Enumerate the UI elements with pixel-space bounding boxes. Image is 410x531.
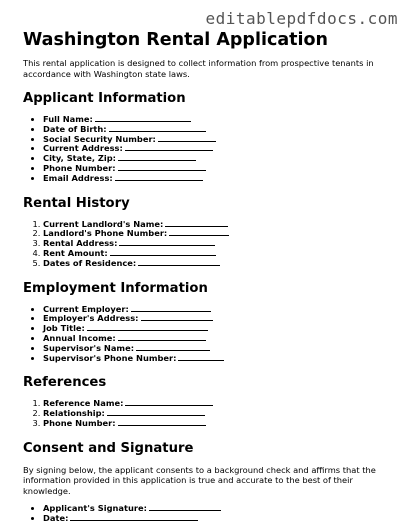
ssn-blank[interactable] <box>158 135 216 142</box>
phone-number-blank[interactable] <box>118 164 206 171</box>
reference-phone-blank[interactable] <box>118 419 206 426</box>
field-label: Reference Name: <box>43 398 124 409</box>
job-title-blank[interactable] <box>87 324 208 331</box>
rental-address-blank[interactable] <box>119 239 215 246</box>
field-label: Phone Number: <box>43 417 116 428</box>
field-signature-date <box>43 514 395 524</box>
signature-date-blank[interactable] <box>70 514 198 521</box>
field-label: Landlord's Phone Number: <box>43 228 168 239</box>
current-employer-blank[interactable] <box>131 305 211 312</box>
field-label: Supervisor's Phone Number: <box>43 352 177 363</box>
relationship-blank[interactable] <box>107 409 205 416</box>
field-label: Date: <box>43 513 69 524</box>
field-label: Applicant's Signature: <box>43 503 147 514</box>
field-label: Current Address: <box>43 143 123 154</box>
full-name-blank[interactable] <box>95 115 191 122</box>
field-label: Full Name: <box>43 114 93 124</box>
intro-paragraph: This rental application is designed to collect information from prospective tenants in accordance with Washington state laws. <box>23 58 374 79</box>
field-label: Current Landlord's Name: <box>43 218 164 229</box>
rental-history-section-heading: Rental History <box>23 195 130 211</box>
applicant-section-heading: Applicant Information <box>23 91 186 106</box>
references-field-list <box>23 399 395 428</box>
field-applicant-signature <box>43 504 395 514</box>
applicant-signature-blank[interactable] <box>149 504 221 511</box>
field-label: City, State, Zip: <box>43 153 116 164</box>
city-state-zip-blank[interactable] <box>118 154 196 161</box>
reference-name-blank[interactable] <box>125 399 213 406</box>
rental-history-field-list <box>23 220 395 269</box>
email-address-blank[interactable] <box>115 174 203 181</box>
field-label: Supervisor's Name: <box>43 342 135 353</box>
document-title: Washington Rental Application <box>23 30 328 50</box>
field-dates-of-residence <box>43 259 395 269</box>
field-label: Phone Number: <box>43 162 116 173</box>
supervisor-phone-blank[interactable] <box>178 354 224 361</box>
consent-section-heading: Consent and Signature <box>23 440 194 456</box>
dates-of-residence-blank[interactable] <box>138 259 220 266</box>
signature-field-list <box>23 504 395 524</box>
employer-address-blank[interactable] <box>141 314 213 321</box>
field-label: Job Title: <box>43 323 85 334</box>
rental-application-document <box>23 29 395 524</box>
applicant-field-list <box>23 115 395 184</box>
field-label: Date of Birth: <box>43 123 107 134</box>
field-reference-phone <box>43 419 395 429</box>
field-supervisor-phone <box>43 354 395 364</box>
field-employer-address <box>43 314 395 324</box>
landlord-phone-blank[interactable] <box>169 229 229 236</box>
field-label: Employer's Address: <box>43 313 139 324</box>
landlord-name-blank[interactable] <box>165 220 228 227</box>
field-label: Social Security Number: <box>43 133 156 144</box>
supervisor-name-blank[interactable] <box>136 344 210 351</box>
annual-income-blank[interactable] <box>118 334 206 341</box>
field-label: Rent Amount: <box>43 247 108 258</box>
date-of-birth-blank[interactable] <box>109 125 206 132</box>
field-email-address <box>43 174 395 184</box>
field-label: Email Address: <box>43 172 113 183</box>
field-label: Dates of Residence: <box>43 257 137 268</box>
field-label: Current Employer: <box>43 303 129 314</box>
consent-paragraph: By signing below, the applicant consents to a background check and affirms that the information provided in this application is true and accurate to the best of their knowledge. <box>23 464 376 496</box>
employment-field-list <box>23 305 395 364</box>
field-label: Rental Address: <box>43 238 118 249</box>
rent-amount-blank[interactable] <box>110 249 216 256</box>
field-label: Relationship: <box>43 408 105 419</box>
field-label: Annual Income: <box>43 332 116 343</box>
site-watermark: editablepdfdocs.com <box>205 9 398 28</box>
current-address-blank[interactable] <box>125 144 213 151</box>
references-section-heading: References <box>23 375 107 391</box>
employment-section-heading: Employment Information <box>23 280 208 296</box>
